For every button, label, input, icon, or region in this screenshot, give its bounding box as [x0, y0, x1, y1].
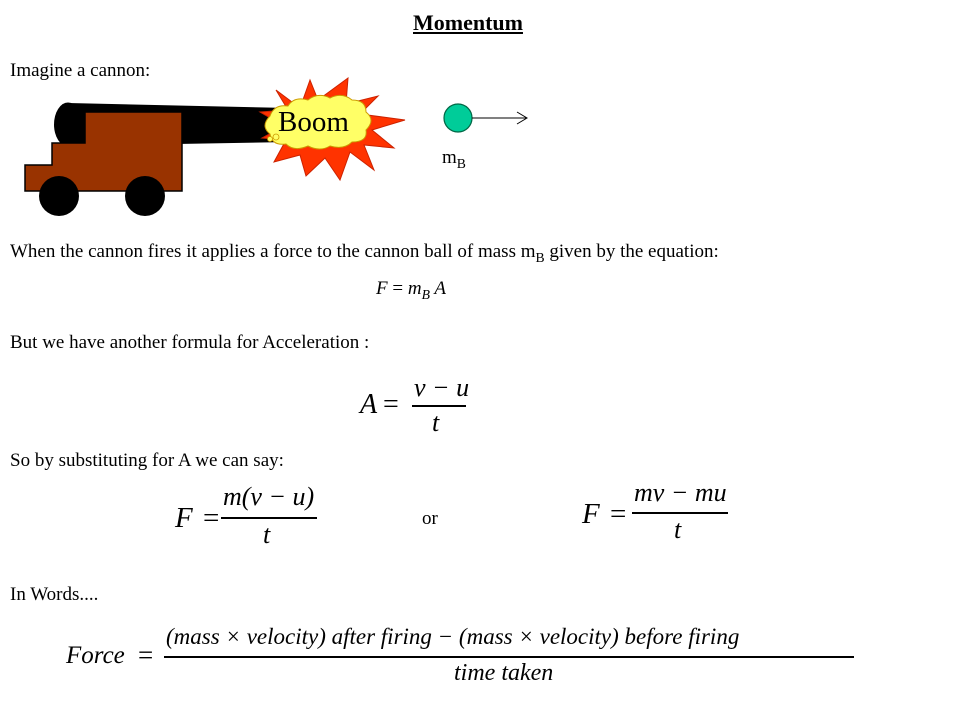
force-equation-factored: F = m(v − u) t	[175, 482, 335, 552]
force-equation-expanded: F = mv − mu t	[582, 478, 727, 544]
acceleration-sentence: But we have another formula for Acceleration :	[10, 332, 370, 353]
or-text: or	[422, 508, 438, 529]
substitution-sentence: So by substituting for A we can say:	[10, 450, 284, 471]
cannon-wheel-left	[39, 176, 79, 216]
page-title: Momentum	[413, 10, 523, 35]
force-equation: $F = m_B$ A	[376, 278, 446, 302]
boom-label: Boom	[278, 106, 349, 138]
force-sentence: When the cannon fires it applies a force to the cannon ball of mass $m_B$ given by the equation:	[10, 241, 719, 265]
velocity-arrow-icon	[472, 112, 527, 124]
cannon-ball	[444, 104, 472, 132]
ball-mass-label: $m_B$	[442, 147, 466, 171]
intro-text: Imagine a cannon:	[10, 60, 151, 81]
cannon-wheel-right	[125, 176, 165, 216]
in-words-label: In Words....	[10, 584, 99, 605]
force-words-equation: Force = (mass × velocity) after firing − (mass × velocity) before firing time taken	[66, 622, 866, 694]
acceleration-equation: A = v − u t	[360, 373, 470, 437]
